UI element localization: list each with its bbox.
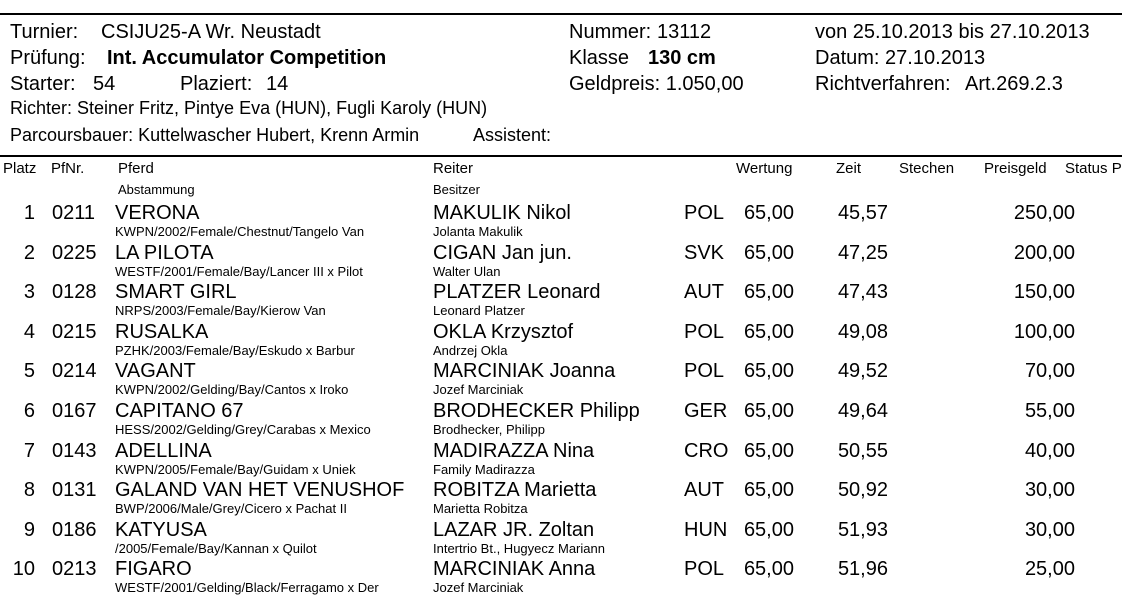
col-zeit: Zeit <box>836 160 862 177</box>
row-wertung: 65,00 <box>743 360 794 383</box>
row-pferd: ADELLINA <box>115 439 212 462</box>
row-besitzer: Brodhecker, Philipp <box>433 422 546 437</box>
klasse-value: 130 cm <box>648 47 716 69</box>
row-pferd: VERONA <box>115 202 200 224</box>
row-platz: 10 <box>12 558 35 581</box>
row-besitzer: Intertrio Bt., Hugyecz Mariann <box>433 540 605 556</box>
row-reiter: MARCINIAK Anna <box>433 558 596 581</box>
row-platz: 2 <box>23 241 35 264</box>
pruefung-label: Prüfung: <box>10 47 86 69</box>
row-abstammung: PZHK/2003/Female/Bay/Eskudo x Barbur <box>115 342 355 358</box>
row-pfnr: 0143 <box>52 439 97 462</box>
row-pfnr: 0214 <box>52 360 97 383</box>
row-wertung: 65,00 <box>743 439 794 462</box>
row-zeit: 49,08 <box>837 320 888 343</box>
row-wertung: 65,00 <box>743 400 794 422</box>
row-besitzer: Jozef Marciniak <box>433 580 524 596</box>
plaziert-label: Plaziert: <box>180 73 253 95</box>
row-pfnr: 0215 <box>52 320 97 343</box>
row-besitzer: Leonard Platzer <box>433 303 525 319</box>
row-platz: 8 <box>23 479 35 502</box>
row-pfnr: 0225 <box>52 241 97 264</box>
col-pfnr: PfNr. <box>51 160 85 177</box>
datum-line: Datum: 27.10.2013 <box>815 47 986 69</box>
row-nation: POL <box>684 320 725 343</box>
row-abstammung: /2005/Female/Bay/Kannan x Quilot <box>115 540 317 556</box>
pruefung-value: Int. Accumulator Competition <box>107 47 387 69</box>
row-reiter: LAZAR JR. Zoltan <box>433 518 595 541</box>
col-preisgeld: Preisgeld <box>984 160 1047 177</box>
row-abstammung: HESS/2002/Gelding/Grey/Carabas x Mexico <box>115 422 371 437</box>
row-nation: POL <box>684 202 725 224</box>
col-stechen: Stechen <box>899 160 955 177</box>
row-wertung: 65,00 <box>743 241 794 264</box>
row-pfnr: 0131 <box>52 479 97 502</box>
row-platz: 9 <box>23 518 35 541</box>
row-zeit: 47,43 <box>837 281 888 304</box>
row-pferd: GALAND VAN HET VENUSHOF <box>115 479 405 502</box>
row-wertung: 65,00 <box>743 320 794 343</box>
row-reiter: ROBITZA Marietta <box>433 479 597 502</box>
row-nation: POL <box>684 360 725 383</box>
col-status: Status P <box>1065 160 1122 177</box>
row-wertung: 65,00 <box>743 558 794 581</box>
row-zeit: 45,57 <box>837 202 888 224</box>
row-abstammung: KWPN/2002/Female/Chestnut/Tangelo Van <box>115 224 365 239</box>
row-abstammung: WESTF/2001/Gelding/Black/Ferragamo x Der <box>115 580 379 596</box>
col-platz: Platz <box>3 160 37 177</box>
row-platz: 1 <box>23 202 35 224</box>
row-pfnr: 0211 <box>52 202 96 224</box>
row-preisgeld: 40,00 <box>1024 439 1075 462</box>
row-wertung: 65,00 <box>743 518 794 541</box>
row-nation: CRO <box>684 439 729 462</box>
row-besitzer: Jolanta Makulik <box>433 224 523 239</box>
row-besitzer: Walter Ulan <box>433 263 501 279</box>
col-besitzer: Besitzer <box>433 182 480 197</box>
richtverfahren-value: Art.269.2.3 <box>965 73 1063 95</box>
row-nation: AUT <box>684 479 724 502</box>
row-wertung: 65,00 <box>743 202 794 224</box>
row-wertung: 65,00 <box>743 281 794 304</box>
nummer-label: Nummer: <box>569 21 652 43</box>
row-zeit: 47,25 <box>837 241 888 264</box>
header-top-rule <box>0 13 1122 15</box>
row-abstammung: KWPN/2002/Gelding/Bay/Cantos x Iroko <box>115 382 349 398</box>
row-pferd: VAGANT <box>115 360 196 383</box>
row-pfnr: 0213 <box>52 558 97 581</box>
richtverfahren-label: Richtverfahren: <box>815 73 951 95</box>
col-wertung: Wertung <box>736 160 793 177</box>
row-platz: 5 <box>23 360 35 383</box>
starter-value: 54 <box>93 73 116 95</box>
row-platz: 3 <box>23 281 35 304</box>
row-abstammung: NRPS/2003/Female/Bay/Kierow Van <box>115 303 326 319</box>
starter-label: Starter: <box>10 73 76 95</box>
row-abstammung: BWP/2006/Male/Grey/Cicero x Pachat II <box>115 501 347 517</box>
row-preisgeld: 200,00 <box>1013 241 1075 264</box>
row-pferd: CAPITANO 67 <box>115 400 244 422</box>
nummer-value: 13112 <box>657 21 712 43</box>
row-abstammung: WESTF/2001/Female/Bay/Lancer III x Pilot <box>115 263 363 279</box>
row-pferd: SMART GIRL <box>115 281 237 304</box>
row-besitzer: Marietta Robitza <box>433 501 528 517</box>
richter-line: Richter: Steiner Fritz, Pintye Eva (HUN), Fugli Karoly (HUN) <box>10 98 488 118</box>
row-preisgeld: 30,00 <box>1024 518 1075 541</box>
col-reiter: Reiter <box>433 160 474 177</box>
row-zeit: 50,92 <box>837 479 888 502</box>
row-pferd: KATYUSA <box>115 518 207 541</box>
row-preisgeld: 25,00 <box>1024 558 1075 581</box>
row-preisgeld: 250,00 <box>1013 202 1075 224</box>
row-pferd: LA PILOTA <box>115 241 214 264</box>
turnier-label: Turnier: <box>10 21 79 43</box>
row-reiter: OKLA Krzysztof <box>433 320 574 343</box>
row-nation: SVK <box>684 241 725 264</box>
row-zeit: 49,64 <box>837 400 888 422</box>
row-nation: POL <box>684 558 725 581</box>
row-preisgeld: 100,00 <box>1013 320 1075 343</box>
row-preisgeld: 55,00 <box>1024 400 1075 422</box>
row-pferd: RUSALKA <box>115 320 209 343</box>
row-platz: 6 <box>23 400 35 422</box>
row-platz: 4 <box>23 320 35 343</box>
row-pfnr: 0167 <box>52 400 97 422</box>
row-reiter: PLATZER Leonard <box>433 281 601 304</box>
row-besitzer: Jozef Marciniak <box>433 382 524 398</box>
assistent-label: Assistent: <box>473 125 552 145</box>
klasse-label: Klasse <box>569 47 630 69</box>
row-pfnr: 0128 <box>52 281 97 304</box>
row-reiter: CIGAN Jan jun. <box>433 241 572 264</box>
row-preisgeld: 30,00 <box>1024 479 1075 502</box>
row-pfnr: 0186 <box>52 518 97 541</box>
col-pferd: Pferd <box>118 160 154 177</box>
col-abstammung: Abstammung <box>118 182 195 197</box>
row-wertung: 65,00 <box>743 479 794 502</box>
row-preisgeld: 150,00 <box>1013 281 1075 304</box>
row-nation: AUT <box>684 281 724 304</box>
row-pferd: FIGARO <box>115 558 192 581</box>
row-besitzer: Family Madirazza <box>433 461 535 477</box>
row-zeit: 51,96 <box>837 558 888 581</box>
zeitraum-line: von 25.10.2013 bis 27.10.2013 <box>815 21 1090 43</box>
row-besitzer: Andrzej Okla <box>433 342 508 358</box>
turnier-value: CSIJU25-A Wr. Neustadt <box>101 21 321 43</box>
row-nation: GER <box>684 400 728 422</box>
row-nation: HUN <box>684 518 728 541</box>
row-zeit: 49,52 <box>837 360 888 383</box>
row-reiter: MARCINIAK Joanna <box>433 360 616 383</box>
geldpreis-line: Geldpreis: 1.050,00 <box>569 73 744 95</box>
row-reiter: BRODHECKER Philipp <box>433 400 640 422</box>
parcoursbauer-line: Parcoursbauer: Kuttelwascher Hubert, Krenn Armin <box>10 125 420 145</box>
row-abstammung: KWPN/2005/Female/Bay/Guidam x Uniek <box>115 461 356 477</box>
row-reiter: MAKULIK Nikol <box>433 202 571 224</box>
row-reiter: MADIRAZZA Nina <box>433 439 595 462</box>
row-preisgeld: 70,00 <box>1024 360 1075 383</box>
row-zeit: 51,93 <box>837 518 888 541</box>
table-top-rule <box>0 155 1122 157</box>
plaziert-value: 14 <box>266 73 289 95</box>
row-platz: 7 <box>23 439 35 462</box>
row-zeit: 50,55 <box>837 439 888 462</box>
